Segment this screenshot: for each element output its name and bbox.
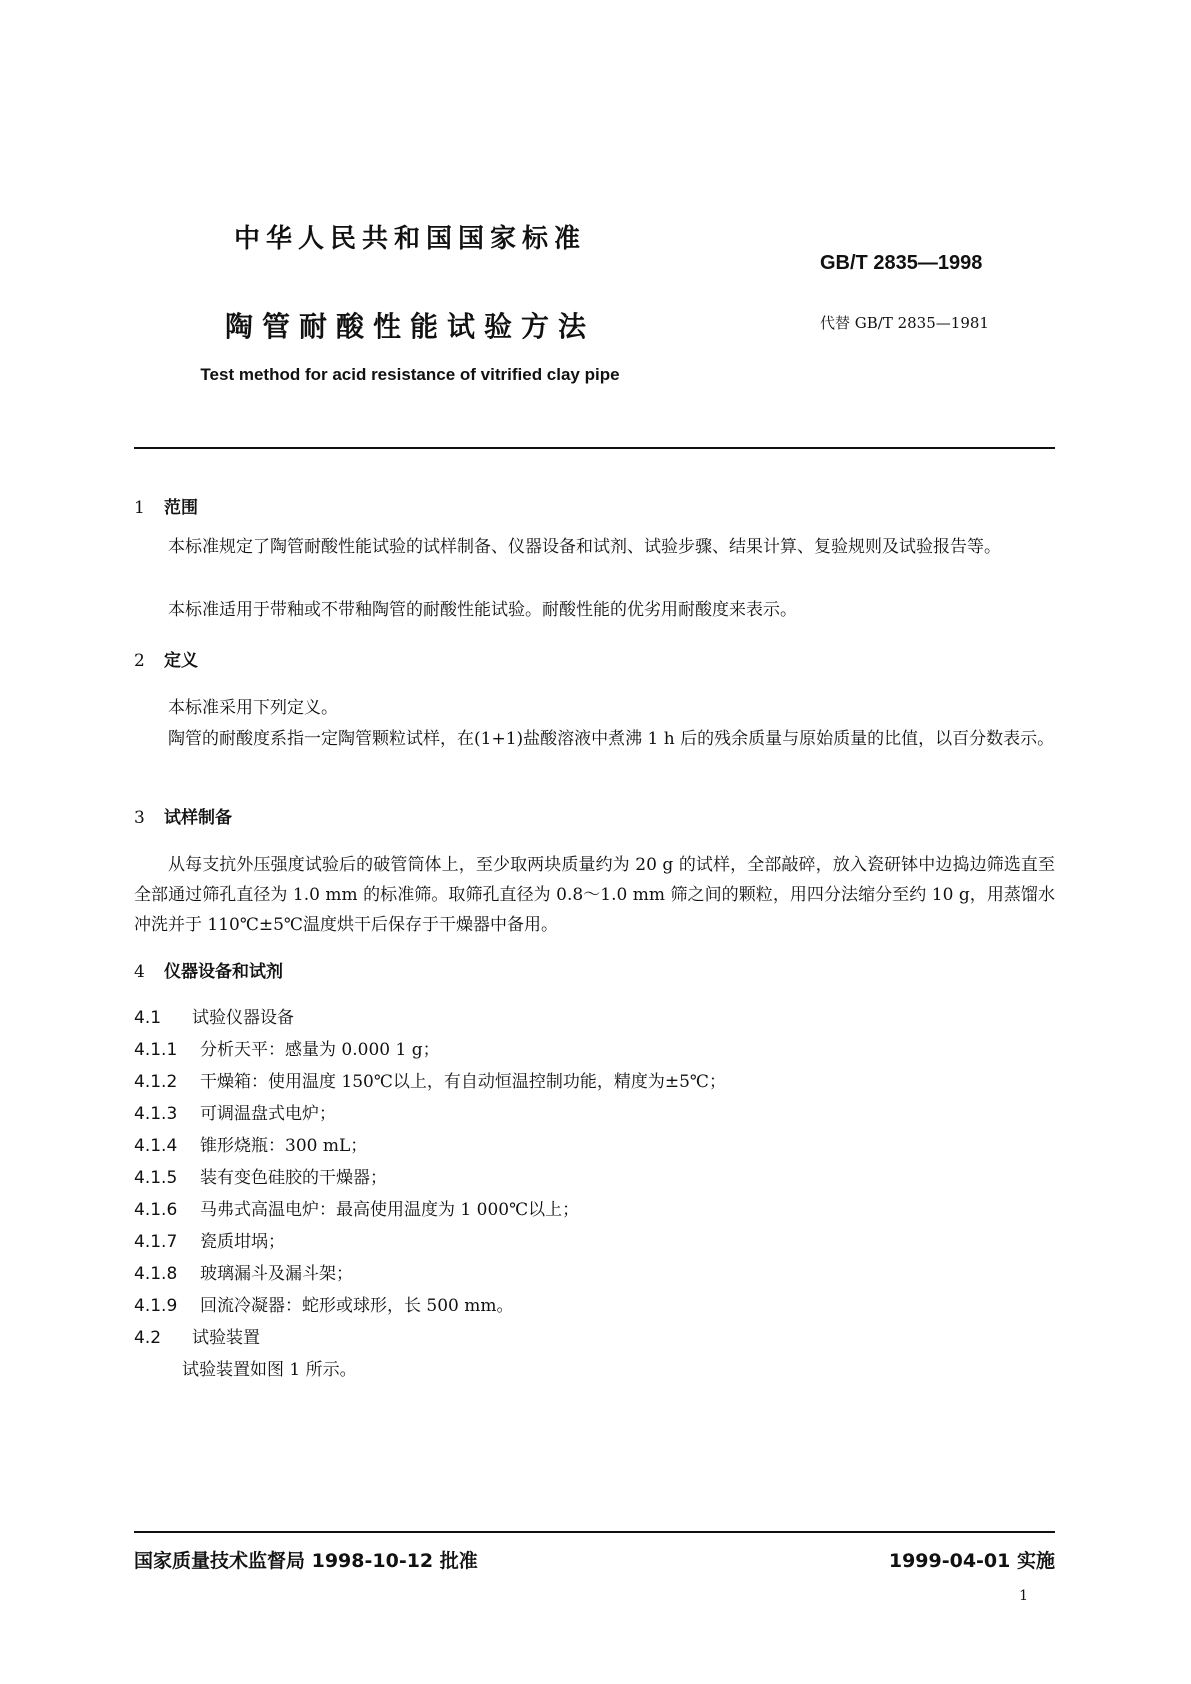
section-1-heading [134,493,198,518]
section-title: 仪器设备和试剂 [164,962,283,982]
replaces-standard: 代替 GB/T 2835—1981 [820,314,989,332]
page-number: 1 [1019,1588,1028,1604]
list-item [134,1067,726,1092]
item-text: 马弗式高温电炉：最高使用温度为 1 000℃以上； [200,1200,580,1220]
subsection-number: 4.2 [134,1328,162,1348]
section-2-heading [134,646,198,671]
list-item [134,1099,336,1124]
section-number: 3 [134,808,145,828]
section-title: 定义 [164,651,198,671]
section-title: 试样制备 [164,808,232,828]
item-number: 4.1.3 [134,1104,178,1124]
section-1-paragraph-2: 本标准适用于带釉或不带釉陶管的耐酸性能试验。耐酸性能的优劣用耐酸度来表示。 [168,600,797,620]
section-3-paragraph-1: 从每支抗外压强度试验后的破管筒体上，至少取两块质量约为 20 g 的试样，全部敲碎，放入瓷研钵中边捣边筛选直至全部通过筛孔直径为 1.0 mm 的标准筛。取筛孔直径为 0.8～1.0 mm 筛之间的颗粒，用四分法缩分至约 10 g，用蒸馏水冲洗并于 110℃±5℃温度烘干后保存于干燥器中备用。 [134,855,1055,935]
list-item [134,1195,579,1220]
section-4-heading [134,957,283,982]
section-1-paragraph-1: 本标准规定了陶管耐酸性能试验的试样制备、仪器设备和试剂、试验步骤、结果计算、复验规则及试验报告等。 [168,537,1001,557]
subsection-title: 试验装置 [192,1328,260,1348]
item-number: 4.1.5 [134,1168,178,1188]
item-text: 装有变色硅胶的干燥器； [200,1168,387,1188]
item-text: 分析天平：感量为 0.000 1 g； [200,1040,440,1060]
list-item [134,1291,514,1316]
document-title-en: Test method for acid resistance of vitrified clay pipe [200,365,620,384]
item-number: 4.1.6 [134,1200,178,1220]
subsection-4-2 [134,1323,260,1348]
item-text: 玻璃漏斗及漏斗架； [200,1264,353,1284]
item-text: 回流冷凝器：蛇形或球形，长 500 mm。 [200,1296,514,1316]
subsection-4-2-text: 试验装置如图 1 所示。 [182,1360,357,1380]
item-text: 可调温盘式电炉； [200,1104,336,1124]
item-number: 4.1.2 [134,1072,178,1092]
footer-divider [134,1531,1055,1533]
item-number: 4.1.9 [134,1296,178,1316]
approval-line: 国家质量技术监督局 1998-10-12 批准 [134,1550,478,1572]
item-number: 4.1.8 [134,1264,178,1284]
list-item [134,1163,387,1188]
section-title: 范围 [164,498,198,518]
item-text: 锥形烧瓶：300 mL； [200,1136,368,1156]
item-text: 干燥箱：使用温度 150℃以上，有自动恒温控制功能，精度为±5℃； [200,1072,726,1092]
header-divider [134,447,1055,449]
section-number: 1 [134,498,145,518]
document-title-cn: 陶管耐酸性能试验方法 [224,310,595,343]
section-2-paragraph-1: 本标准采用下列定义。 [168,698,338,718]
section-number: 4 [134,962,145,982]
section-number: 2 [134,651,145,671]
item-number: 4.1.1 [134,1040,178,1060]
section-3-heading [134,803,232,828]
subsection-number: 4.1 [134,1008,162,1028]
standard-number: GB/T 2835—1998 [820,252,983,274]
national-standard-heading: 中华人民共和国国家标准 [233,224,586,254]
section-2-paragraph-2: 陶管的耐酸度系指一定陶管颗粒试样，在(1+1)盐酸溶液中煮沸 1 h 后的残余质量与原始质量的比值，以百分数表示。 [168,729,1055,749]
subsection-4-1 [134,1003,294,1028]
list-item [134,1227,285,1252]
item-number: 4.1.4 [134,1136,178,1156]
subsection-title: 试验仪器设备 [192,1008,294,1028]
list-item [134,1035,440,1060]
item-number: 4.1.7 [134,1232,178,1252]
list-item [134,1259,353,1284]
item-text: 瓷质坩埚； [200,1232,285,1252]
implementation-line: 1999-04-01 实施 [888,1550,1055,1572]
list-item [134,1131,367,1156]
